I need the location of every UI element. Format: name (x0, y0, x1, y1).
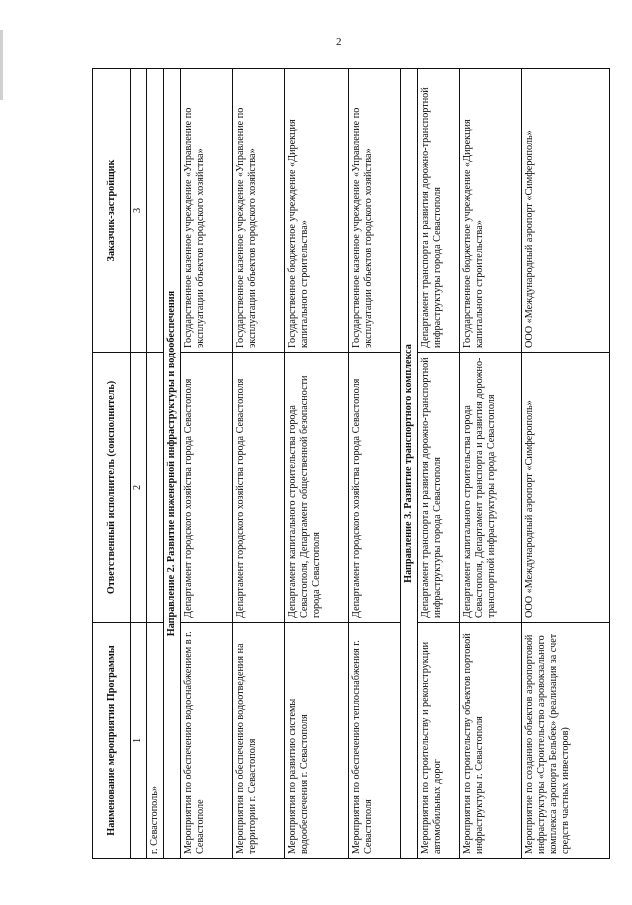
table-row (460, 69, 522, 859)
table-row (418, 69, 460, 859)
header-row (93, 69, 131, 859)
event-cell: Мероприятия по обеспечению теплоснабжения г. Севастополя (349, 623, 401, 859)
section-row (164, 69, 181, 859)
scan-edge-mark (0, 30, 3, 100)
table-row (349, 69, 401, 859)
section-title: Направление 2. Развитие инженерной инфраструктуры и водообеспечения (164, 69, 181, 859)
continued-row (147, 69, 164, 859)
rotated-table-container (92, 69, 610, 859)
empty-cell (147, 69, 164, 353)
program-events-table (92, 68, 610, 859)
page-number: 2 (336, 36, 342, 48)
customer-cell: Государственное казенное учреждение «Управление по эксплуатации объектов городского хозяйства» (181, 69, 233, 353)
table-rotation-frame (92, 69, 610, 859)
continued-text: г. Севастополь» (147, 623, 164, 859)
executor-cell: ООО «Международный аэропорт «Симферополь» (522, 353, 610, 623)
event-cell: Мероприятие по созданию объектов аэропортовой инфраструктуры «Строительство аэровокзального комплекса аэропорта Бельбек» (реализация за счет средств частных инвесторов) (522, 623, 610, 859)
table-row (522, 69, 610, 859)
event-cell: Мероприятия по развитию системы водообеспечения г. Севастополя (285, 623, 349, 859)
event-cell: Мероприятия по строительству объектов портовой инфраструктуры г. Севастополя (460, 623, 522, 859)
executor-cell: Департамент капитального строительства города Севастополя, Департамент транспорта и развития дорожно-транспортной инфраструктуры города Севастополя (460, 353, 522, 623)
executor-cell: Департамент городского хозяйства города Севастополя (181, 353, 233, 623)
customer-cell: Государственное бюджетное учреждение «Дирекция капитального строительства» (460, 69, 522, 353)
section-title: Направление 3. Развитие транспортного комплекса (401, 69, 418, 859)
empty-cell (147, 353, 164, 623)
table-row (181, 69, 233, 859)
executor-cell: Департамент транспорта и развития дорожно-транспортной инфраструктуры города Севастополя (418, 353, 460, 623)
column-number: 3 (131, 69, 147, 353)
customer-cell: Государственное бюджетное учреждение «Дирекция капитального строительства» (285, 69, 349, 353)
customer-cell: ООО «Международный аэропорт «Симферополь» (522, 69, 610, 353)
event-cell: Мероприятия по обеспечению водоснабжением в г. Севастополе (181, 623, 233, 859)
customer-cell: Государственное казенное учреждение «Управление по эксплуатации объектов городского хозяйства» (233, 69, 285, 353)
table-row (233, 69, 285, 859)
column-number-row (131, 69, 147, 859)
executor-cell: Департамент капитального строительства города Севастополя, Департамент общественной безопасности города Севастополя (285, 353, 349, 623)
section-row (401, 69, 418, 859)
customer-cell: Государственное казенное учреждение «Управление по эксплуатации объектов городского хозяйства» (349, 69, 401, 353)
header-executor: Ответственный исполнитель (соисполнитель) (93, 353, 131, 623)
header-customer: Заказчик-застройщик (93, 69, 131, 353)
event-cell: Мероприятия по строительству и реконструкции автомобильных дорог (418, 623, 460, 859)
header-event: Наименование мероприятия Программы (93, 623, 131, 859)
executor-cell: Департамент городского хозяйства города Севастополя (233, 353, 285, 623)
table-row (285, 69, 349, 859)
executor-cell: Департамент городского хозяйства города Севастополя (349, 353, 401, 623)
column-number: 2 (131, 353, 147, 623)
event-cell: Мероприятия по обеспечению водоотведения на территории г. Севастополя (233, 623, 285, 859)
customer-cell: Департамент транспорта и развития дорожно-транспортной инфраструктуры города Севастополя (418, 69, 460, 353)
column-number: 1 (131, 623, 147, 859)
